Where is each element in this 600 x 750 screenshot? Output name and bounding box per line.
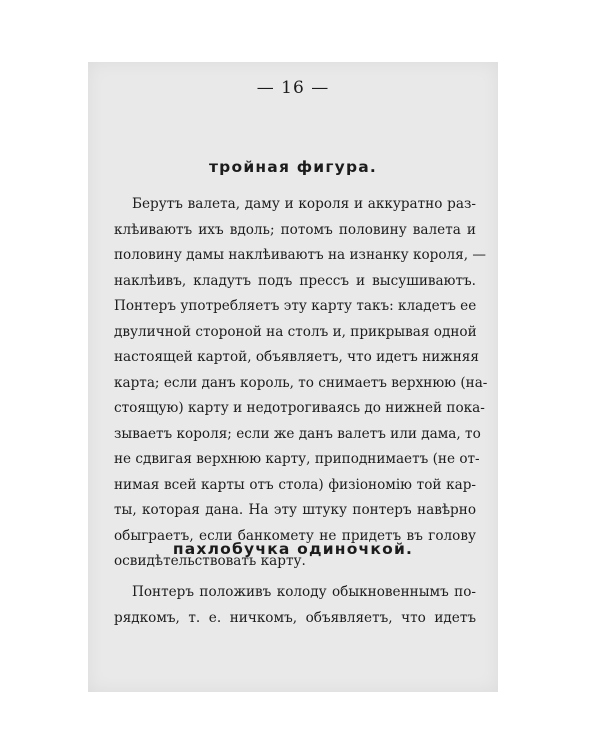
text-line: Понтеръ употребляетъ эту карту такъ: кладетъ ее <box>114 298 477 314</box>
text-line: клѣиваютъ ихъ вдоль; потомъ половину валета и <box>114 221 476 238</box>
text-line: настоящей картой, объявляетъ, что идетъ нижняя <box>114 349 479 365</box>
text-line: Берутъ валета, даму и короля и аккуратно раз- <box>132 196 476 212</box>
text-line: освидѣтельствовать карту. <box>114 553 306 569</box>
text-line: наклѣивъ, кладутъ подъ прессъ и высушиваютъ. <box>114 272 476 289</box>
text-line: Понтеръ положивъ колоду обыкновеннымъ по- <box>132 584 476 600</box>
text-line: двуличной стороной на столъ и, прикрывая одной <box>114 323 477 340</box>
paragraph-triple-figure <box>114 192 488 575</box>
text-line: ты, которая дана. На эту штуку понтеръ навѣрно <box>114 502 476 518</box>
page-number: — 16 — <box>256 78 330 98</box>
book-page <box>88 62 498 692</box>
text-line: не сдвигая верхнюю карту, приподнимаетъ (не от- <box>114 451 480 467</box>
text-line: нимая всей карты отъ стола) физіономію той кар- <box>114 476 476 493</box>
text-line: стоящую) карту и недотрогиваясь до нижней пока- <box>114 400 485 416</box>
text-line: рядкомъ, т. е. ничкомъ, объявляетъ, что идетъ <box>114 609 476 626</box>
text-line: зываетъ короля; если же данъ валетъ или дама, то <box>114 425 481 442</box>
section-heading-triple-figure: тройная фигура. <box>209 158 377 176</box>
text-line: обыграетъ, если банкомету не придетъ въ голову <box>114 527 476 544</box>
text-line: половину дамы наклѣиваютъ на изнанку короля, — <box>114 247 486 263</box>
paragraph-single-scolding <box>114 580 476 631</box>
text-line: карта; если данъ король, то снимаетъ верхнюю (на- <box>114 374 488 391</box>
section-heading-single-scolding: пахлобучка одиночкой. <box>172 540 414 558</box>
